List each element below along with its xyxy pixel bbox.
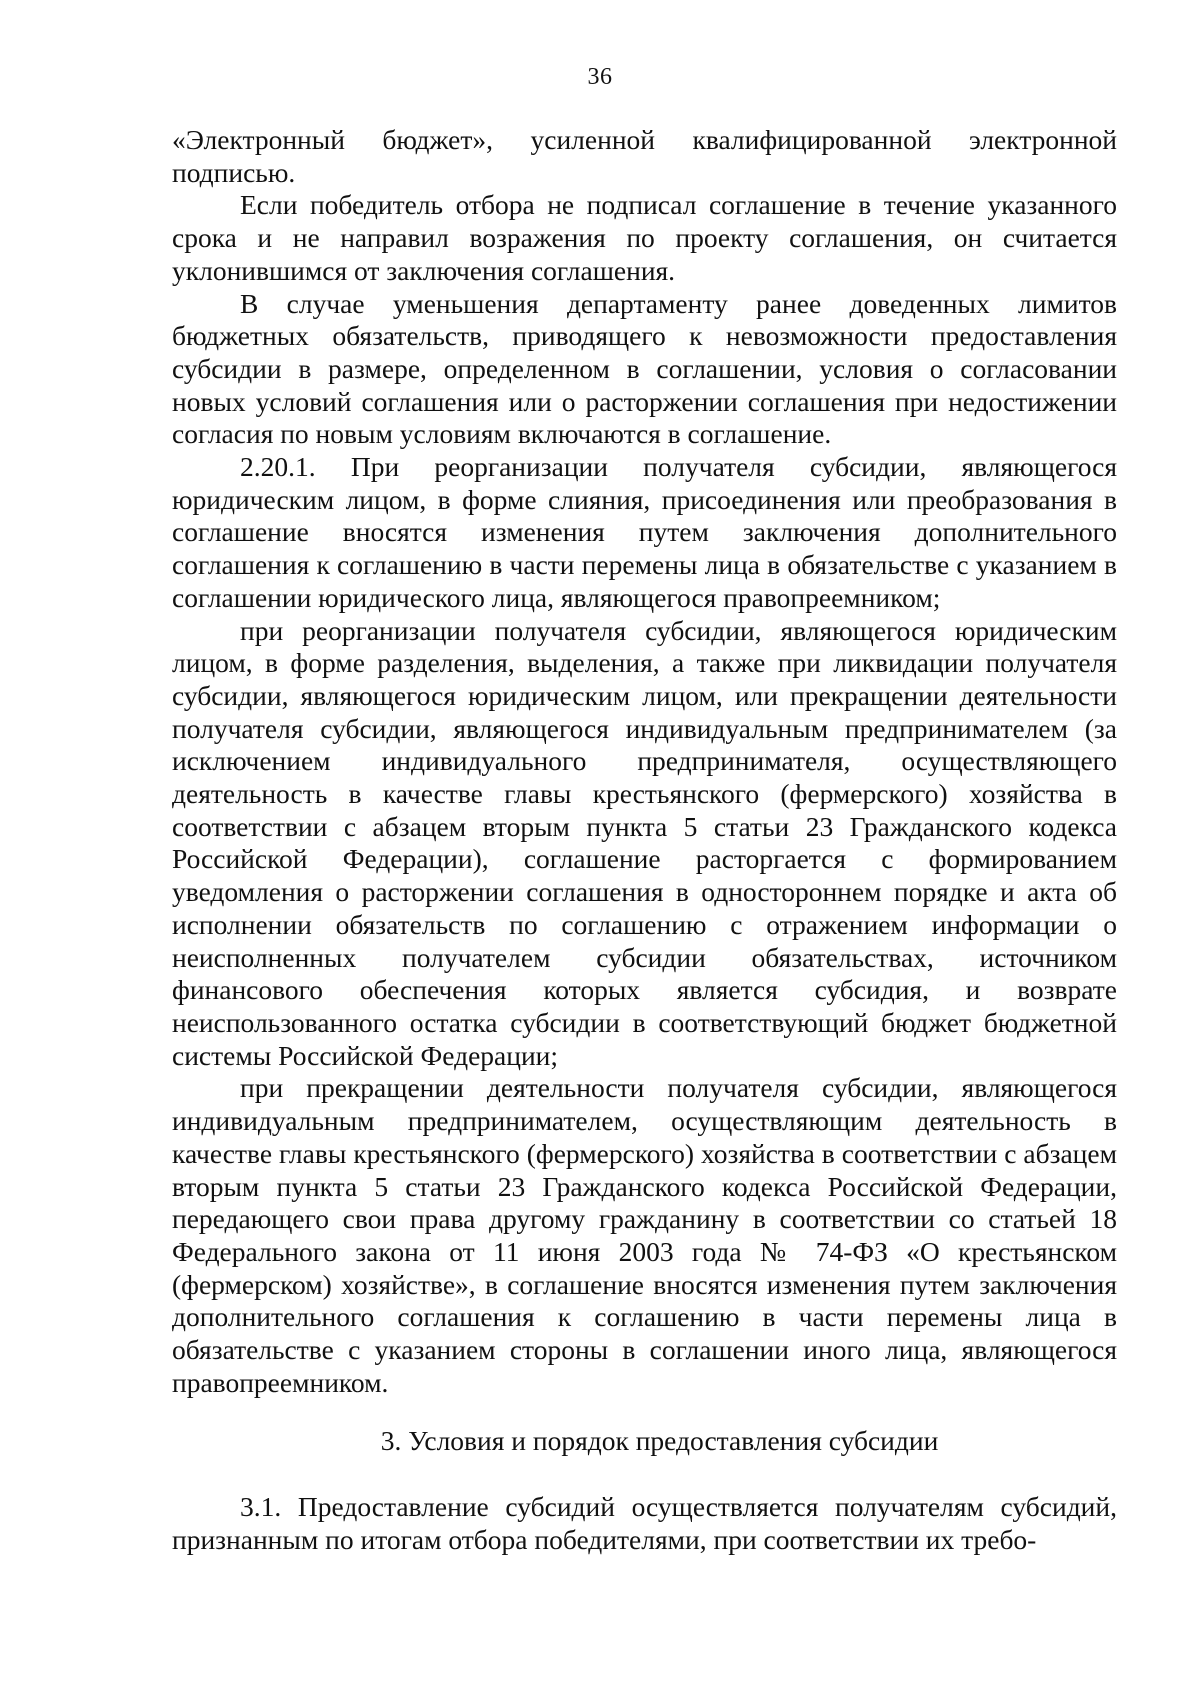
document-body: [172, 124, 1117, 1557]
body-paragraph: «Электронный бюджет», усиленной квалифицированной электронной подписью.: [172, 124, 1117, 188]
body-paragraph: 2.20.1. При реорганизации получателя субсидии, являющегося юридическим лицом, в форме слияния, присоединения или преобразования в соглашение вносятся изменения путем заключения дополнительного соглашения к соглашению в части перемены лица в обязательстве с указанием в соглашении юридического лица, являющегося правопреемником;: [172, 451, 1117, 613]
heading-spacer-top: [172, 1399, 1117, 1425]
body-paragraph: 3.1. Предоставление субсидий осуществляется получателям субсидий, признанным по итогам отбора победителями, при соответствии их требо-: [172, 1491, 1117, 1555]
body-paragraph: Если победитель отбора не подписал соглашение в течение указанного срока и не направил возражения по проекту соглашения, он считается уклонившимся от заключения соглашения.: [172, 189, 1117, 286]
section-heading: 3. Условия и порядок предоставления субсидии: [380, 1425, 939, 1457]
heading-spacer-bottom: [172, 1458, 1117, 1491]
body-paragraph: В случае уменьшения департаменту ранее доведенных лимитов бюджетных обязательств, приводящего к невозможности предоставления субсидии в размере, определенном в соглашении, условия о согласовании новых условий соглашения или о расторжении соглашения при недостижении согласия по новым условиям включаются в соглашение.: [172, 287, 1117, 450]
paragraphs-after-heading: [172, 1491, 1117, 1556]
body-paragraph: при прекращении деятельности получателя субсидии, являющегося индивидуальным предпринимателем, осуществляющим деятельность в качестве главы крестьянского (фермерского) хозяйства в соответствии с абзацем вторым пункта 5 статьи 23 Гражданского кодекса Российской Федерации, передающего свои права другому гражданину в соответствии со статьей 18 Федерального закона от 11 июня 2003 года № 74-ФЗ «О крестьянском (фермерском) хозяйстве», в соглашение вносятся изменения путем заключения дополнительного соглашения к соглашению в части перемены лица в обязательстве с указанием стороны в соглашении иного лица, являющегося правопреемником.: [172, 1072, 1117, 1398]
page-number: 36: [587, 64, 613, 90]
paragraphs-before-heading: [172, 124, 1117, 1399]
body-paragraph: при реорганизации получателя субсидии, являющегося юридическим лицом, в форме разделения, выделения, а также при ликвидации получателя субсидии, являющегося юридическим лицом, или прекращении деятельности получателя субсидии, являющегося индивидуальным предпринимателем (за исключением индивидуального предпринимателя, осуществляющего деятельность в качестве главы крестьянского (фермерского) хозяйства в соответствии с абзацем вторым пункта 5 статьи 23 Гражданского кодекса Российской Федерации), соглашение расторгается с формированием уведомления о расторжении соглашения в одностороннем порядке и акта об исполнении обязательств по соглашению с отражением информации о неисполненных получателем субсидии обязательствах, источником финансового обеспечения которых является субсидия, и возврате неиспользованного остатка субсидии в соответствующий бюджет бюджетной системы Российской Федерации;: [172, 614, 1117, 1071]
